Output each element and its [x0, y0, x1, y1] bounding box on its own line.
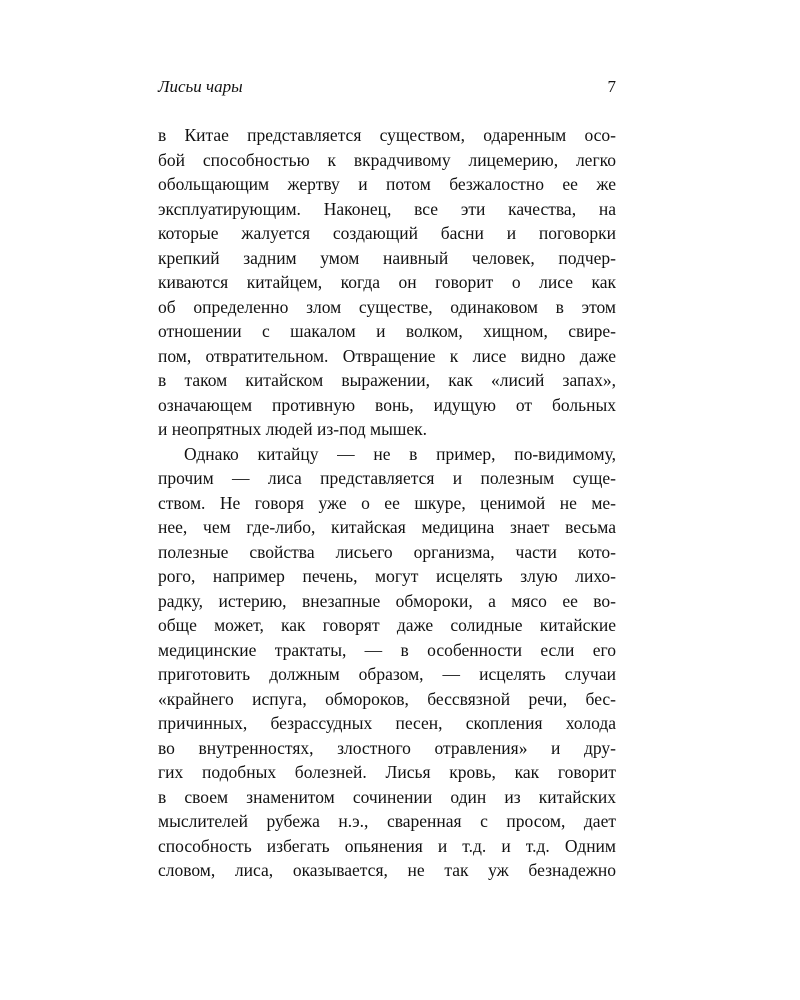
- text-line: пом, отвратительном. Отвращение к лисе видно даже: [158, 345, 616, 366]
- text-line: и неопрятных людей из-под мышек.: [158, 419, 427, 439]
- body-text: [158, 123, 616, 883]
- text-line: медицинские трактаты, — в особенности если его: [158, 639, 616, 660]
- text-line: ством. Не говоря уже о ее шкуре, ценимой не ме-: [158, 492, 616, 513]
- text-line: бой способностью к вкрадчивому лицемерию, легко: [158, 149, 616, 170]
- text-line: нее, чем где-либо, китайская медицина знает весьма: [158, 517, 616, 537]
- text-line: в таком китайском выражении, как «лисий запах»,: [158, 370, 616, 390]
- text-line: обще может, как говорят даже солидные китайские: [158, 615, 616, 635]
- text-line: рого, например печень, могут исцелять злую лихо-: [158, 566, 616, 586]
- text-line: в своем знаменитом сочинении один из китайских: [158, 786, 616, 807]
- text-line: отношении с шакалом и волком, хищном, свире-: [158, 321, 616, 341]
- text-line: Однако китайцу — не в пример, по-видимому,: [184, 443, 616, 464]
- text-line: во внутренностях, злостного отравления» и дру-: [158, 737, 616, 758]
- text-line: «крайнего испуга, обмороков, бессвязной речи, бес-: [158, 688, 616, 709]
- text-line: прочим — лиса представляется и полезным суще-: [158, 468, 616, 488]
- text-line: киваются китайцем, когда он говорит о лисе как: [158, 272, 616, 292]
- text-line: мыслителей рубежа н.э., сваренная с просом, дает: [158, 811, 616, 831]
- text-line: означающем противную вонь, идущую от больных: [158, 394, 616, 415]
- text-line: эксплуатирующим. Наконец, все эти качества, на: [158, 198, 616, 219]
- page-number: 7: [607, 77, 616, 96]
- text-line: способность избегать опьянения и т.д. и т.д. Одним: [158, 835, 616, 856]
- text-line: которые жалуется создающий басни и поговорки: [158, 223, 616, 243]
- text-line: гих подобных болезней. Лисья кровь, как говорит: [158, 762, 616, 782]
- text-line: радку, истерию, внезапные обмороки, а мясо ее во-: [158, 590, 616, 611]
- text-line: приготовить должным образом, — исцелять случаи: [158, 664, 616, 684]
- text-line: словом, лиса, оказывается, не так уж безнадежно: [158, 860, 616, 880]
- text-line: обольщающим жертву и потом безжалостно ее же: [158, 174, 616, 194]
- text-line: полезные свойства лисьего организма, части кото-: [158, 541, 616, 562]
- text-line: в Китае представляется существом, одаренным осо-: [158, 125, 616, 145]
- text-line: крепкий задним умом наивный человек, подчер-: [158, 247, 616, 268]
- book-title: Лисьи чары: [158, 77, 243, 96]
- text-line: причинных, безрассудных песен, скопления холода: [158, 713, 616, 733]
- text-line: об определенно злом существе, одинаковом в этом: [158, 296, 616, 317]
- running-head: [158, 75, 616, 99]
